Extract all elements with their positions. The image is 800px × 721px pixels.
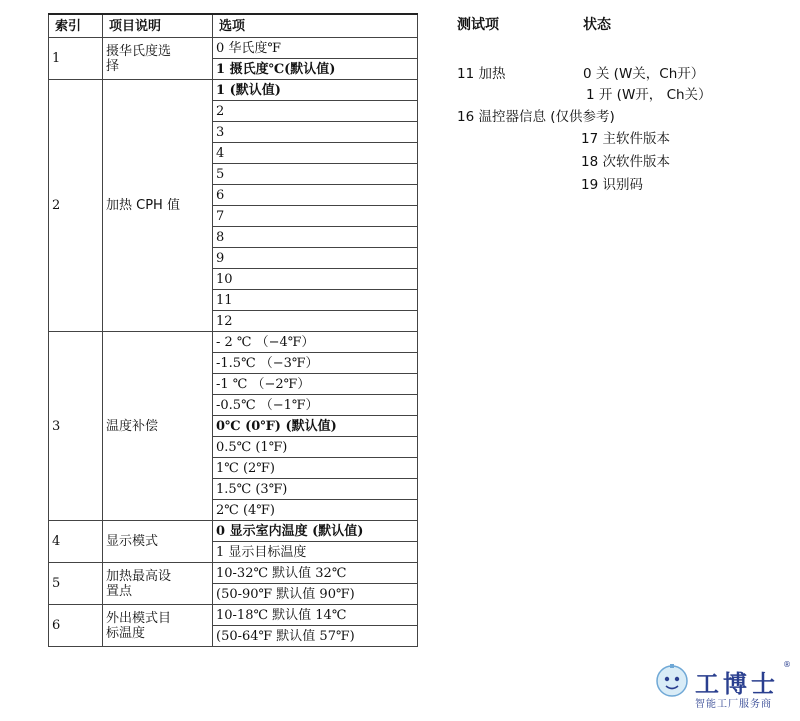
option-cell: 4 bbox=[213, 143, 418, 164]
settings-table bbox=[48, 13, 418, 647]
brand-name: 工博士 bbox=[695, 669, 779, 698]
option-cell: 2 bbox=[213, 101, 418, 122]
option-cell: 6 bbox=[213, 185, 418, 206]
option-cell: 10-18℃ 默认值 14℃ bbox=[213, 605, 418, 626]
row-description: 加热 CPH 值 bbox=[103, 80, 213, 332]
option-cell: 9 bbox=[213, 248, 418, 269]
row-description: 摄华氏度选择 bbox=[103, 38, 213, 80]
row-index: 1 bbox=[49, 38, 103, 80]
status-header: 状态 bbox=[583, 17, 611, 33]
company-logo bbox=[655, 662, 795, 712]
option-cell: 1.5℃ (3℉) bbox=[213, 479, 418, 500]
option-cell: 3 bbox=[213, 122, 418, 143]
info-test-item: 16 温控器信息 (仅供参考) bbox=[457, 109, 615, 125]
option-cell: -0.5℃ （−1℉） bbox=[213, 395, 418, 416]
robot-face-icon bbox=[655, 664, 689, 698]
row-index: 3 bbox=[49, 332, 103, 521]
option-cell: 12 bbox=[213, 311, 418, 332]
option-cell: 8 bbox=[213, 227, 418, 248]
option-cell: (50-64℉ 默认值 57℉) bbox=[213, 626, 418, 647]
table-body bbox=[49, 38, 418, 647]
option-cell: - 2 ℃ （−4℉） bbox=[213, 332, 418, 353]
option-cell: 10 bbox=[213, 269, 418, 290]
option-cell: 5 bbox=[213, 164, 418, 185]
row-index: 5 bbox=[49, 563, 103, 605]
brand-tagline: 智能工厂服务商 bbox=[695, 699, 772, 710]
table-row bbox=[49, 521, 418, 542]
heat-status-off: 0 关 (W关，Ch开） bbox=[583, 66, 705, 82]
table-row bbox=[49, 80, 418, 101]
table-row bbox=[49, 605, 418, 626]
sub-item-id-code: 19 识别码 bbox=[581, 177, 643, 193]
table-header-row bbox=[49, 14, 418, 38]
header-description: 项目说明 bbox=[103, 14, 213, 38]
option-cell: 1℃ (2℉) bbox=[213, 458, 418, 479]
registered-mark: ® bbox=[783, 660, 791, 669]
option-cell: 1 (默认值) bbox=[213, 80, 418, 101]
option-cell: 1 摄氏度℃(默认值) bbox=[213, 59, 418, 80]
table-row bbox=[49, 563, 418, 584]
row-index: 6 bbox=[49, 605, 103, 647]
option-cell: 0 显示室内温度 (默认值) bbox=[213, 521, 418, 542]
option-cell: 10-32℃ 默认值 32℃ bbox=[213, 563, 418, 584]
heat-status-on: 1 开 (W开， Ch关） bbox=[586, 87, 712, 103]
option-cell: 1 显示目标温度 bbox=[213, 542, 418, 563]
row-description: 显示模式 bbox=[103, 521, 213, 563]
option-cell: 7 bbox=[213, 206, 418, 227]
row-description: 外出模式目标温度 bbox=[103, 605, 213, 647]
option-cell: 0 华氏度℉ bbox=[213, 38, 418, 59]
row-index: 4 bbox=[49, 521, 103, 563]
header-index: 索引 bbox=[49, 14, 103, 38]
sub-item-main-version: 17 主软件版本 bbox=[581, 131, 670, 147]
option-cell: -1.5℃ （−3℉） bbox=[213, 353, 418, 374]
option-cell: 11 bbox=[213, 290, 418, 311]
option-cell: 0.5℃ (1℉) bbox=[213, 437, 418, 458]
table-row bbox=[49, 38, 418, 59]
row-index: 2 bbox=[49, 80, 103, 332]
table-row bbox=[49, 332, 418, 353]
test-item-header: 测试项 bbox=[457, 17, 499, 33]
row-description: 加热最高设置点 bbox=[103, 563, 213, 605]
heat-test-item: 11 加热 bbox=[457, 66, 506, 82]
option-cell: 0℃ (0℉) (默认值) bbox=[213, 416, 418, 437]
option-cell: 2℃ (4℉) bbox=[213, 500, 418, 521]
sub-item-minor-version: 18 次软件版本 bbox=[581, 154, 670, 170]
row-description: 温度补偿 bbox=[103, 332, 213, 521]
option-cell: -1 ℃ （−2℉） bbox=[213, 374, 418, 395]
header-options: 选项 bbox=[213, 14, 418, 38]
option-cell: (50-90℉ 默认值 90℉) bbox=[213, 584, 418, 605]
